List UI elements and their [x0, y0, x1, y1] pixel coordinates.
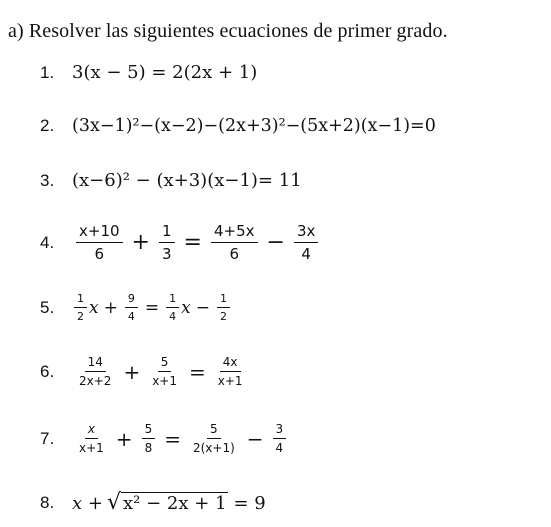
- equation-1: [40, 62, 257, 83]
- fraction: $\frac{1}{2}$: [217, 292, 230, 323]
- fraction: $\frac{14}{2x+2}$: [79, 355, 112, 388]
- radical-sign: √: [106, 490, 121, 515]
- fraction: $\frac{x+10}{6}$: [76, 222, 123, 263]
- equation-number: 4.: [40, 232, 55, 252]
- equation-number: 6.: [40, 361, 55, 381]
- equation-text: 3(x − 5) = 2(2x + 1): [72, 62, 258, 83]
- equation-text: (x−6)² − (x+3)(x−1)= 11: [72, 170, 302, 191]
- equation-number: 7.: [40, 428, 55, 448]
- equation-number: 3.: [40, 170, 55, 190]
- equation-number: 1.: [40, 62, 55, 82]
- fraction: $\frac{x}{x+1}$: [79, 422, 104, 455]
- fraction: $\frac{1}{4}$: [166, 292, 179, 323]
- exercise-heading: a) Resolver las siguientes ecuaciones de primer grado.: [8, 20, 448, 42]
- fraction: $\frac{1}{2}$: [74, 292, 87, 323]
- equation-6: 6. $\frac{14}{2x+2}$ + $\frac{5}{x+1}$ = $\frac{4x}{x+1}$: [40, 355, 250, 388]
- square-root: √ x² − 2x + 1: [106, 490, 227, 515]
- equation-number: 5.: [40, 297, 55, 317]
- equation-4: 4. $\frac{x+10}{6}$ + $\frac{1}{3}$ = $\frac{4+5x}{6}$ − $\frac{3x}{4}$: [40, 222, 322, 263]
- equation-number: 2.: [40, 116, 55, 135]
- fraction: $\frac{9}{4}$: [125, 292, 138, 323]
- fraction: $\frac{5}{8}$: [142, 422, 156, 455]
- equation-5: 5. $\frac{1}{2}$ x + $\frac{9}{4}$ = $\frac{1}{4}$ x − $\frac{1}{2}$: [40, 292, 232, 323]
- equation-2: [40, 116, 436, 136]
- fraction: $\frac{5}{2(x+1)}$: [192, 422, 235, 455]
- equation-8: 8. x + √ x² − 2x + 1 = 9: [40, 490, 266, 515]
- fraction: $\frac{3x}{4}$: [294, 222, 318, 263]
- fraction: $\frac{3}{4}$: [273, 422, 287, 455]
- equation-7: 7. $\frac{x}{x+1}$ + $\frac{5}{8}$ = $\frac{5}{2(x+1)}$ − $\frac{3}{4}$: [40, 422, 290, 455]
- fraction: $\frac{4+5x}{6}$: [211, 222, 258, 263]
- equation-number: 8.: [40, 493, 55, 512]
- equation-3: [40, 170, 302, 191]
- fraction: $\frac{1}{3}$: [159, 222, 175, 263]
- equation-text: (3x−1)²−(x−2)−(2x+3)²−(5x+2)(x−1)=0: [72, 116, 436, 136]
- fraction: $\frac{5}{x+1}$: [152, 355, 177, 388]
- fraction: $\frac{4x}{x+1}$: [217, 355, 243, 388]
